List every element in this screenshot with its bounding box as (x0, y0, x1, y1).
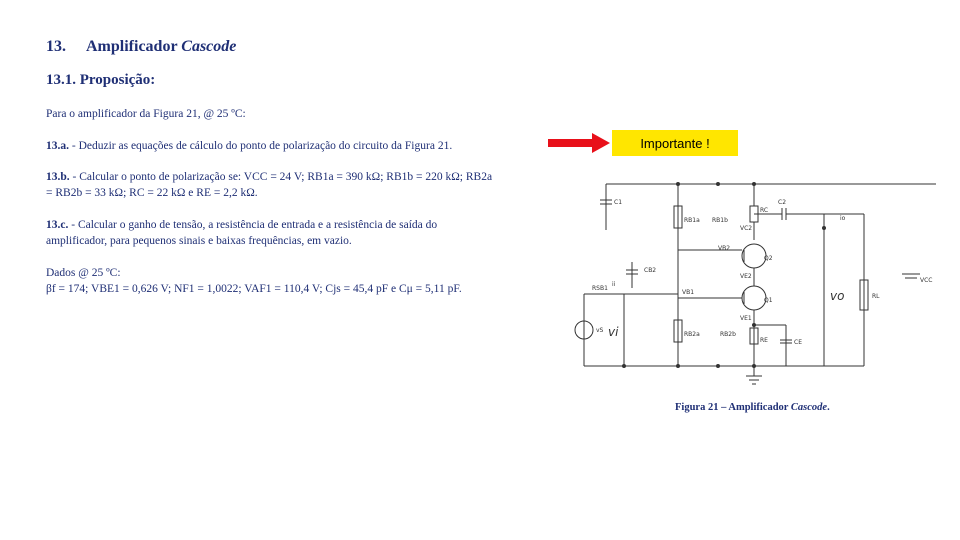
figure-caption-prefix: Figura 21 – Amplificador (675, 402, 789, 413)
rb1b-label: RB1b (712, 217, 728, 224)
ve1-label: VE1 (740, 315, 752, 322)
item-c (46, 219, 540, 248)
vb1-label: VB1 (682, 289, 695, 296)
section-title (46, 38, 236, 56)
io-label: io (840, 215, 846, 222)
cb2-label: CB2 (644, 267, 657, 274)
section-number: 13. (46, 38, 66, 55)
rb2a-label: RB2a (684, 331, 700, 338)
rsb-label: RSB1 (592, 285, 608, 292)
c2-label: C2 (778, 199, 787, 206)
vi-label: vi (608, 325, 619, 339)
rc-label: RC (760, 207, 769, 214)
re-label: RE (760, 337, 768, 344)
item-a-text: - Deduzir as equações de cálculo do ponto de polarização do circuito da Figura 21. (71, 140, 453, 152)
item-c-line1 (46, 219, 540, 232)
rb1a-label: RB1a (684, 217, 700, 224)
vo-label: vo (830, 289, 845, 303)
rl-label: RL (872, 293, 880, 300)
item-c-text-1: - Calcular o ganho de tensão, a resistência de entrada e a resistência de saída do (71, 219, 438, 231)
vb2-label: VB2 (718, 245, 731, 252)
q2-label: Q2 (764, 255, 773, 262)
arrow-right-icon (548, 133, 610, 153)
figure-caption-italic: Cascode (790, 402, 828, 413)
vc2-label: VC2 (740, 225, 753, 232)
item-a (46, 140, 452, 153)
figure-caption-suffix: . (827, 402, 830, 413)
section-title-italic: Cascode (181, 38, 237, 55)
dados-text: βf = 174; VBE1 = 0,626 V; NF1 = 1,0022; VAF1 = 110,4 V; Cjs = 45,4 pF e Cμ = 5,11 pF. (46, 283, 462, 295)
cascode-circuit-diagram (572, 170, 936, 392)
item-b-text-2: = RB2b = 33 kΩ; RC = 22 kΩ e RE = 2,2 kΩ. (46, 187, 258, 199)
subsection-title: 13.1. Proposição: (46, 72, 156, 88)
intro-paragraph: Para o amplificador da Figura 21, @ 25 ºC: (46, 108, 246, 120)
ve2-label: VE2 (740, 273, 752, 280)
item-b-line1 (46, 171, 546, 184)
q1-label: Q1 (764, 297, 773, 304)
section-title-prefix: Amplificador (86, 38, 178, 55)
dados-title: Dados @ 25 ºC: (46, 267, 121, 279)
important-callout: Importante ! (612, 130, 738, 156)
c1-label: C1 (614, 199, 623, 206)
item-c-label: 13.c. (46, 219, 69, 231)
ce-label: CE (794, 339, 802, 346)
figure-caption (675, 402, 830, 413)
item-b-label: 13.b. (46, 171, 70, 183)
item-b (46, 171, 546, 200)
rb2b-label: RB2b (720, 331, 736, 338)
vs-label: vS (596, 327, 604, 334)
ii-label: ii (612, 281, 616, 288)
item-b-text-1: - Calcular o ponto de polarização se: VCC = 24 V; RB1a = 390 kΩ; RB1b = 220 kΩ; RB2a (72, 171, 493, 183)
vcc-label: VCC (920, 277, 933, 284)
item-a-label: 13.a. (46, 140, 69, 152)
item-c-text-2: amplificador, para pequenos sinais e baixas frequências, em vazio. (46, 235, 352, 247)
